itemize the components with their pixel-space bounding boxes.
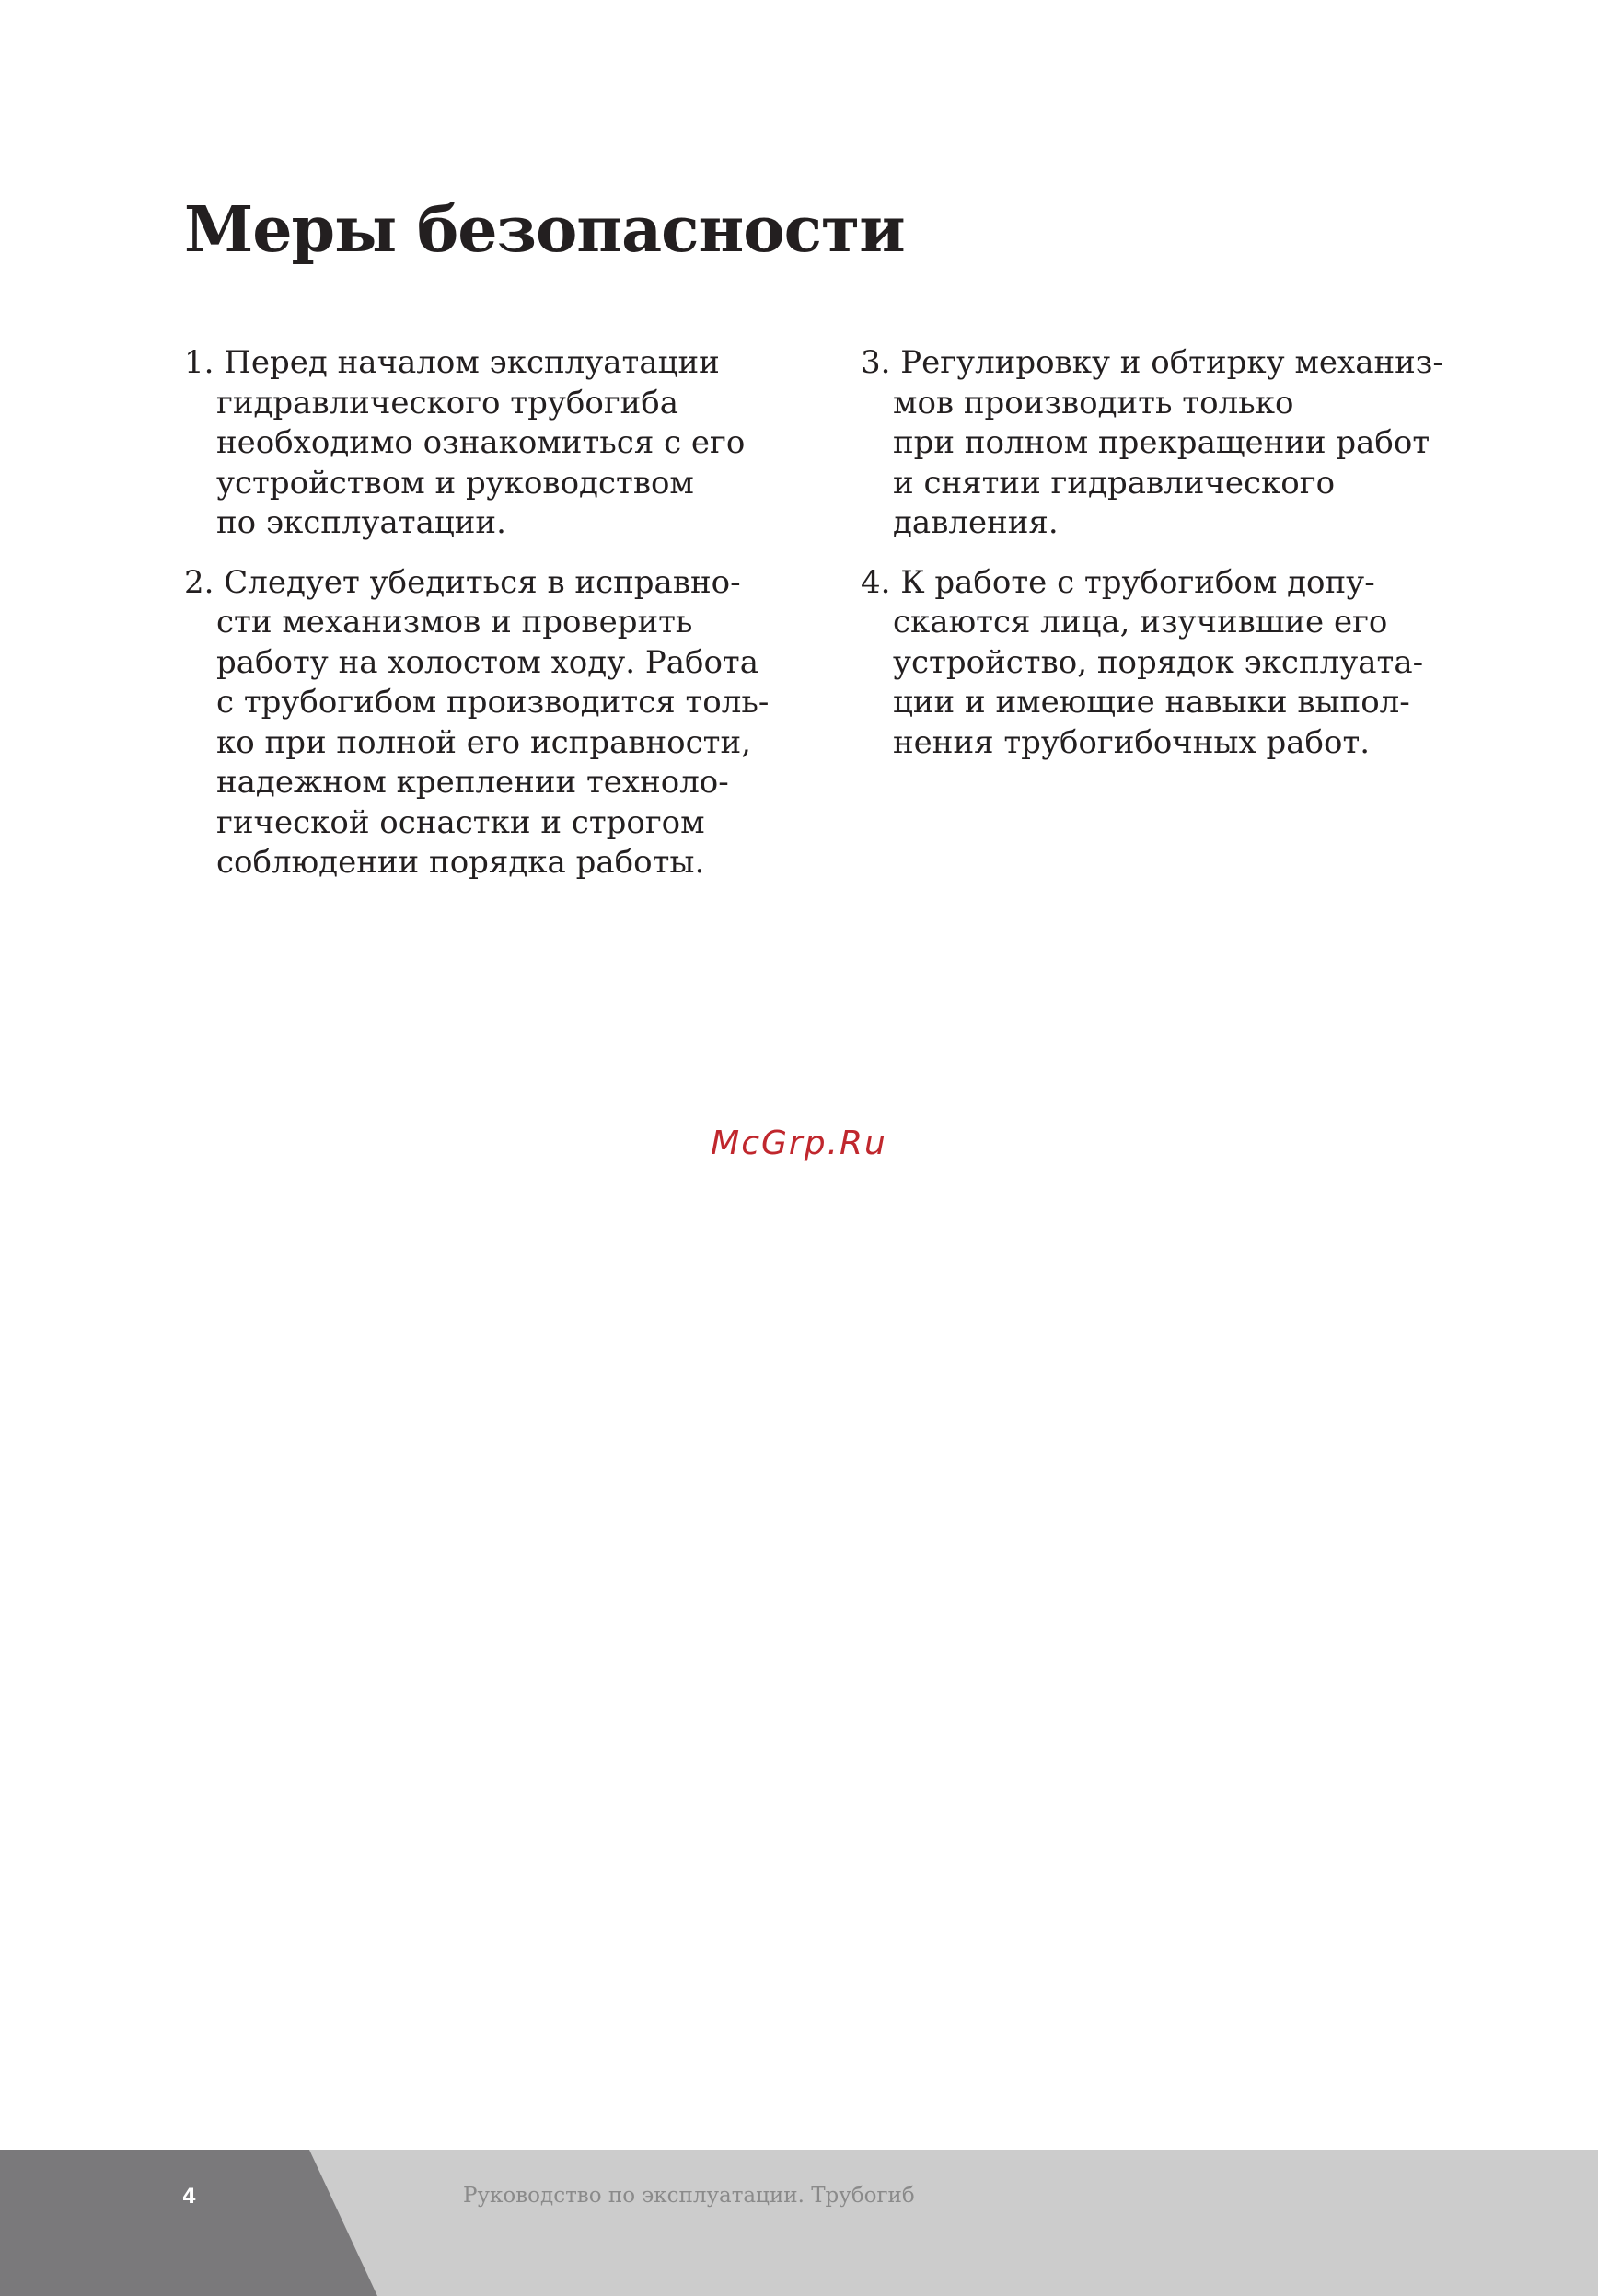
list-item-line: 2. Следует убедиться в исправно- [184, 563, 741, 601]
page-title: Меры безопасности [184, 193, 905, 267]
list-item-line: нения трубогибочных работ. [893, 723, 1371, 761]
list-item-line: скаются лица, изучившие его [893, 604, 1388, 640]
footer-document-title: Руководство по эксплуатации. Трубогиб [463, 2184, 915, 2208]
list-item-line: 3. Регулировку и обтирку механиз- [861, 344, 1443, 381]
list-item-line: устройством и руководством [216, 464, 694, 502]
list-item-line: гидравлического трубогиба [216, 384, 679, 421]
list-item-line: надежном креплении техноло- [216, 764, 729, 801]
list-item-line: с трубогибом производится толь- [216, 684, 770, 721]
list-item-line: необходимо ознакомиться с его [216, 424, 746, 461]
list-item-line: и снятии гидравлического [893, 464, 1336, 502]
footer-page-tab [0, 2150, 377, 2296]
list-item-line: мов производить только [893, 384, 1294, 421]
list-item-line: сти механизмов и проверить [216, 604, 693, 640]
list-item-3 [861, 343, 1468, 544]
list-item-line: по эксплуатации. [216, 504, 506, 541]
watermark: McGrp.Ru [711, 1125, 887, 1162]
list-item-4 [861, 563, 1468, 764]
list-item-line: работу на холостом ходу. Работа [216, 643, 758, 681]
page-footer [0, 2150, 1598, 2296]
right-column [861, 343, 1468, 782]
list-item-line: устройство, порядок эксплуата- [893, 643, 1424, 681]
list-item-line: при полном прекращении работ [893, 424, 1430, 461]
page-number: 4 [182, 2186, 197, 2209]
list-item-2 [184, 563, 810, 883]
list-item-line: ко при полной его исправности, [216, 723, 751, 761]
list-item-1 [184, 343, 810, 544]
list-item-line: 1. Перед началом эксплуатации [184, 344, 720, 381]
list-item-line: соблюдении порядка работы. [216, 844, 705, 881]
list-item-line: гической оснастки и строгом [216, 803, 705, 841]
list-item-line: давления. [893, 504, 1059, 541]
left-column [184, 343, 810, 903]
list-item-line: 4. К работе с трубогибом допу- [861, 563, 1375, 601]
list-item-line: ции и имеющие навыки выпол- [893, 684, 1410, 721]
